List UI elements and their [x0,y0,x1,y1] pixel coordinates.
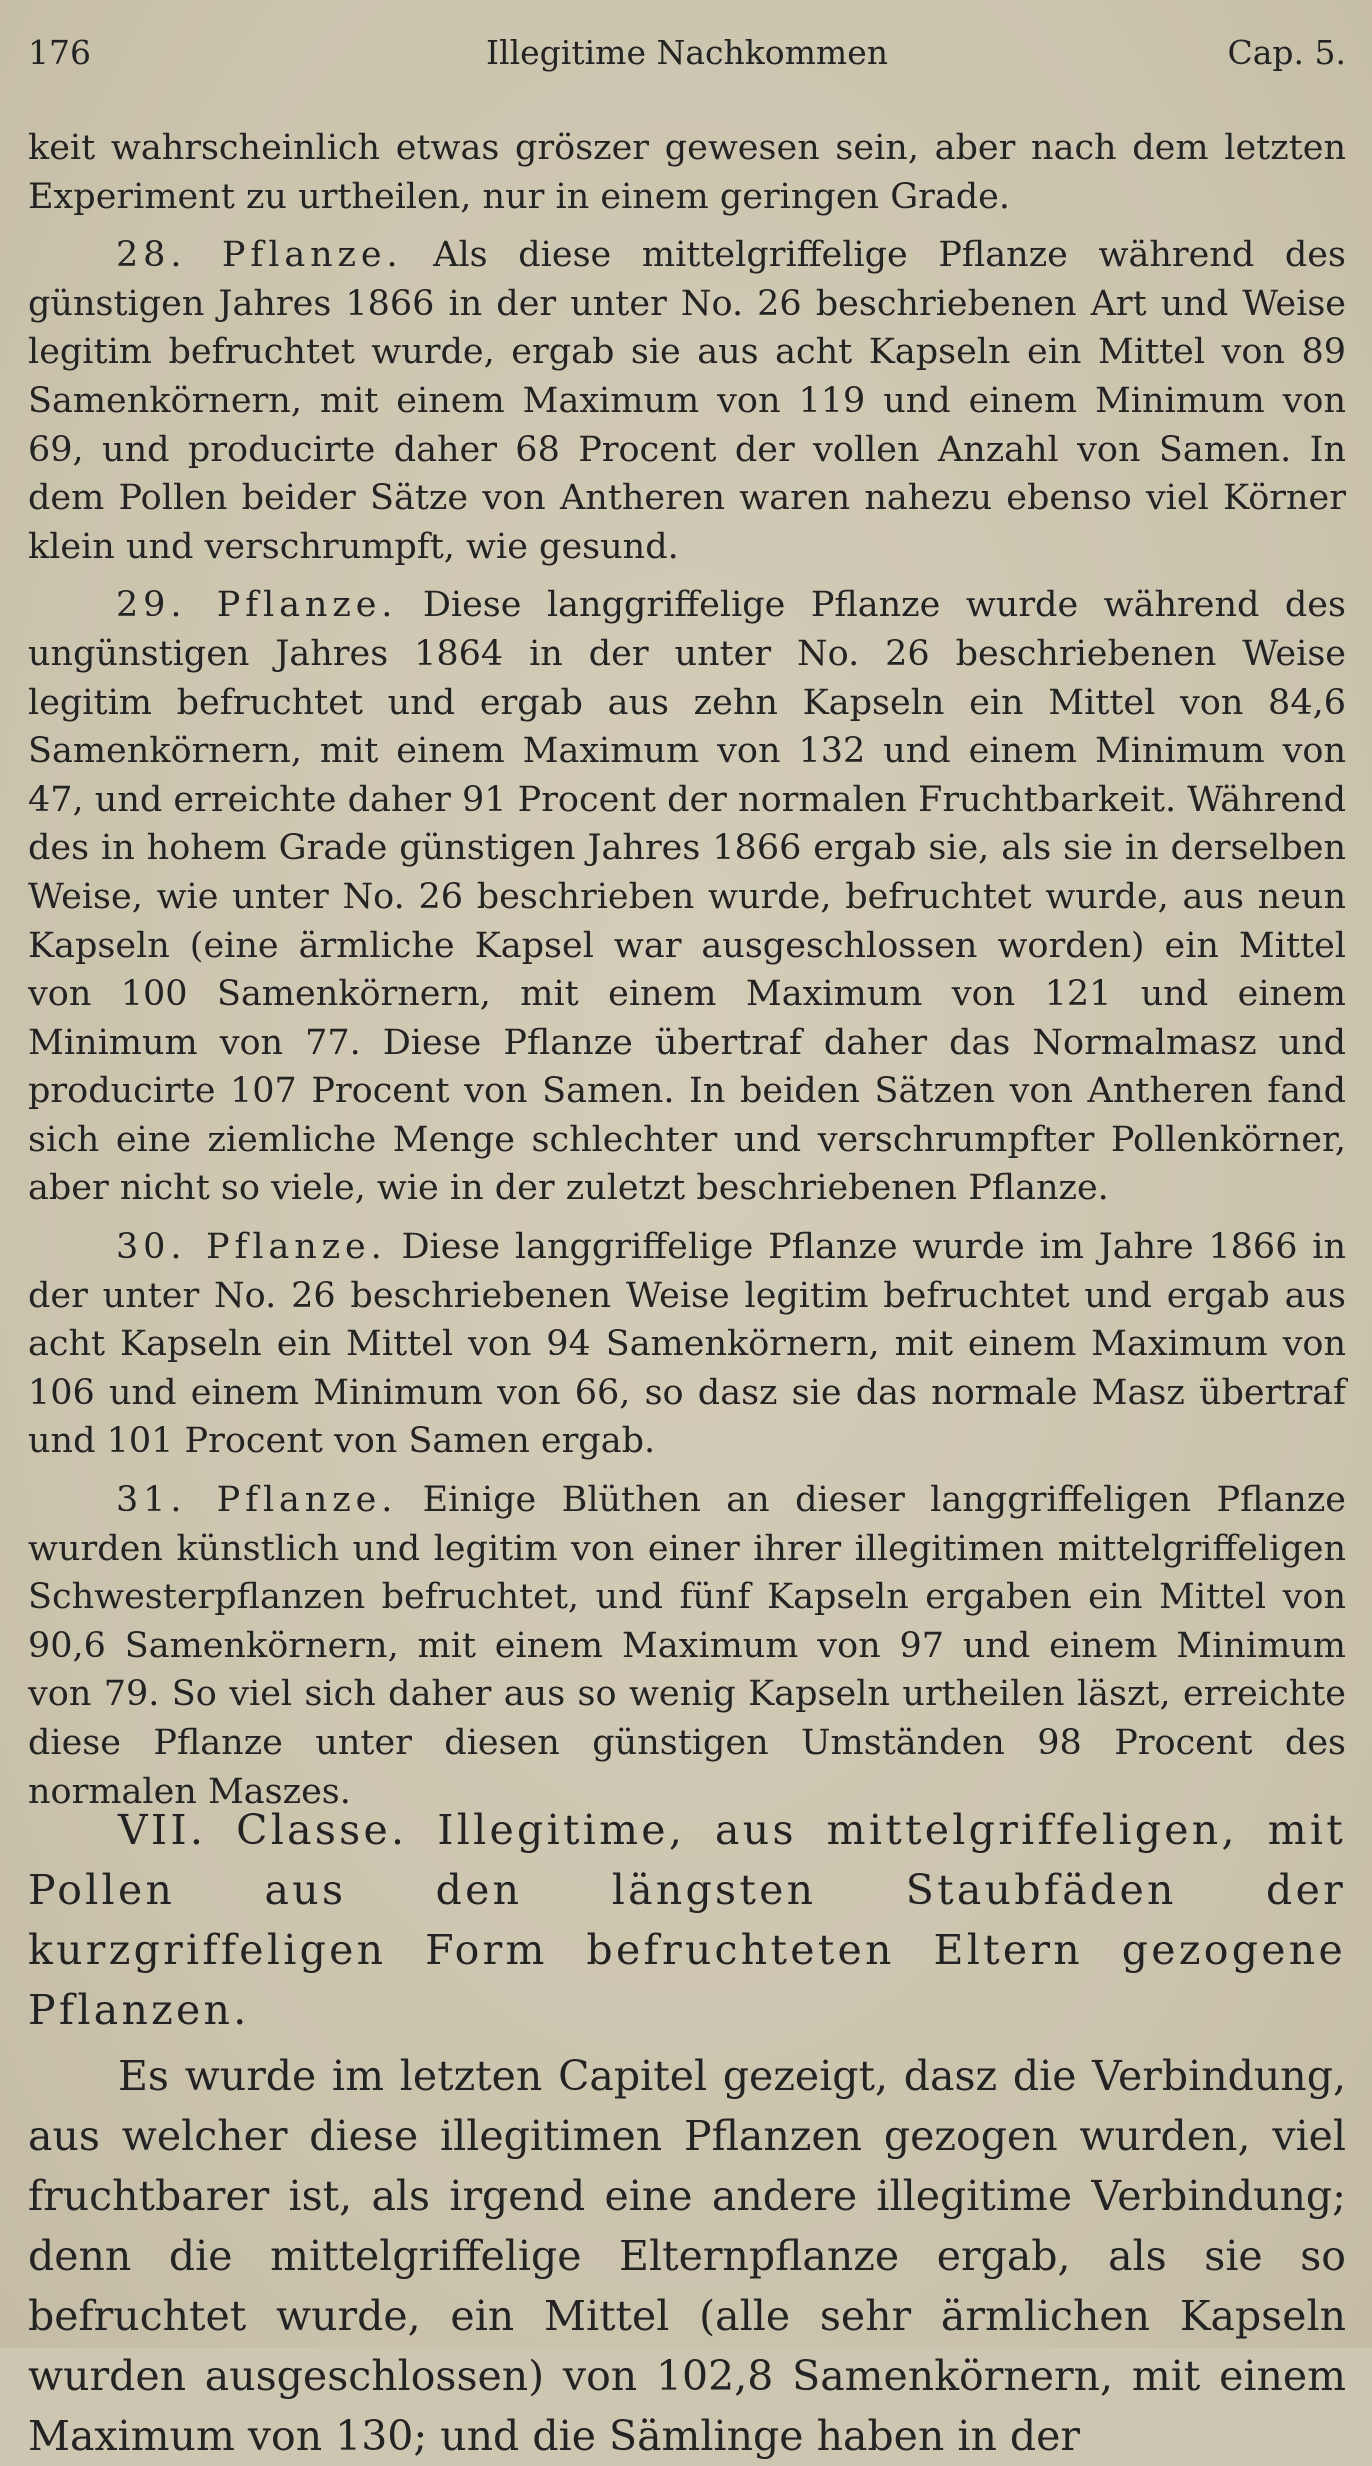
paragraph-plant-30 [28,1223,1346,1466]
page-header [28,30,1346,76]
paragraph-continuation [28,124,1346,221]
paragraph-text: Einige Blüthen an dieser langgriffeligen Pflanze wurden künstlich und legitim von einer ihrer illegitimen mittelgriffeligen Schwesterpflanzen befruchtet, und fünf Kapseln ergaben ein Mittel von 90,6 Samenkörnern, mit einem Maximum von 97 und einem Minimum von 79. So viel sich daher aus so wenig Kapseln urtheilen läszt, erreichte diese Pflanze unter diesen günstigen Umständen 98 Procent des normalen Maszes. [28,1480,1346,1812]
body-text [28,124,1346,1816]
plant-label: 31. Pflanze. [116,1480,398,1521]
paragraph-text: Diese langgriffelige Pflanze wurde im Jahre 1866 in der unter No. 26 beschriebenen Weise legitim befruchtet und ergab aus acht Kapseln ein Mittel von 94 Samenkörnern, mit einem Maximum von 106 und einem Minimum von 66, so dasz sie das normale Masz übertraf und 101 Procent von Samen ergab. [28,1227,1346,1462]
paragraph-plant-28 [28,231,1346,571]
paragraph-plant-31 [28,1476,1346,1816]
chapter-label: Cap. 5. [1227,33,1346,72]
section-paragraph: Es wurde im letzten Capitel gezeigt, dasz die Verbindung, aus welcher diese illegitimen Pflanzen gezogen wurden, viel fruchtbarer ist, als irgend eine andere illegitime Verbindung; denn die mittelgriffelige Elternpflanze ergab, als sie so befruchtet wurde, ein Mittel (alle sehr ärmlichen Kapseln wurden ausgeschlossen) von 102,8 Samenkörnern, mit einem Maximum von 130; und die Sämlinge haben in der [28,2052,1346,2460]
paragraph-text: keit wahrscheinlich etwas gröszer gewesen sein, aber nach dem letzten Experiment zu urtheilen, nur in einem geringen Grade. [28,128,1346,217]
section-heading: VII. Classe. Illegitime, aus mittelgriffeligen, mit Pollen aus den längsten Staubfäden der kurzgriffeligen Form befruchteten Eltern gezogene Pflanzen. [28,1806,1346,2034]
section-class-vii [28,1800,1346,2466]
paragraph-text: Diese langgriffelige Pflanze wurde während des ungünstigen Jahres 1864 in der unter No. 26 beschriebenen Weise legitim befruchtet und ergab aus zehn Kapseln ein Mittel von 84,6 Samenkörnern, mit einem Maximum von 132 und einem Minimum von 47, und erreichte daher 91 Procent der normalen Fruchtbarkeit. Während des in hohem Grade günstigen Jahres 1866 ergab sie, als sie in derselben Weise, wie unter No. 26 beschrieben wurde, befruchtet wurde, aus neun Kapseln (eine ärmliche Kapsel war ausgeschlossen worden) ein Mittel von 100 Samenkörnern, mit einem Maximum von 121 und einem Minimum von 77. Diese Pflanze übertraf daher das Normalmasz und producirte 107 Procent von Samen. In beiden Sätzen von Antheren fand sich eine ziemliche Menge schlechter und verschrumpfter Pollenkörner, aber nicht so viele, wie in der zuletzt beschriebenen Pflanze. [28,585,1346,1209]
running-title: Illegitime Nachkommen [486,33,888,72]
paragraph-text: Als diese mittelgriffelige Pflanze während des günstigen Jahres 1866 in der unter No. 26 beschriebenen Art und Weise legitim befruchtet wurde, ergab sie aus acht Kapseln ein Mittel von 89 Samenkörnern, mit einem Maximum von 119 und einem Minimum von 69, und producirte daher 68 Procent der vollen Anzahl von Samen. In dem Pollen beider Sätze von Antheren waren nahezu ebenso viel Körner klein und verschrumpft, wie gesund. [28,235,1346,567]
plant-label: 30. Pflanze. [116,1227,387,1268]
plant-label: 28. Pflanze. [116,235,403,276]
page-number: 176 [28,33,91,72]
paragraph-plant-29 [28,581,1346,1213]
plant-label: 29. Pflanze. [116,585,398,626]
